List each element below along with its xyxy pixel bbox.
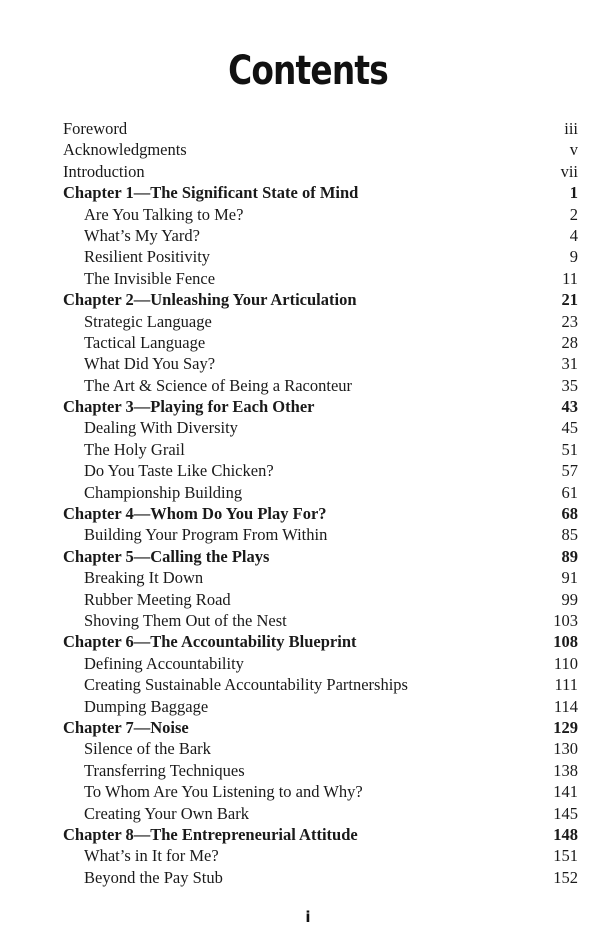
toc-entry-title: Transferring Techniques — [84, 760, 245, 780]
toc-section-entry — [63, 610, 578, 631]
toc-entry-title: Shoving Them Out of the Nest — [84, 610, 287, 630]
toc-entry-page-number: 114 — [553, 696, 578, 716]
toc-section-entry — [63, 760, 578, 781]
toc-entry-title: Creating Sustainable Accountability Partnerships — [84, 675, 408, 695]
toc-section-entry — [63, 311, 578, 332]
toc-section-entry — [63, 589, 578, 610]
toc-entry-page-number: 57 — [561, 461, 578, 481]
toc-entry-title: Silence of the Bark — [84, 739, 211, 759]
toc-section-entry — [63, 417, 578, 438]
toc-entry-page-number: vii — [560, 161, 578, 181]
toc-entry-title: Chapter 2—Unleashing Your Articulation — [63, 290, 357, 310]
toc-entry-page-number: 111 — [554, 675, 578, 695]
toc-section-entry — [63, 353, 578, 374]
toc-entry-title: The Invisible Fence — [84, 268, 216, 288]
toc-section-entry — [63, 460, 578, 481]
toc-chapter-entry — [63, 503, 578, 524]
toc-entry-page-number: 152 — [553, 867, 578, 887]
toc-entry-title: Chapter 3—Playing for Each Other — [63, 397, 315, 417]
toc-entry-page-number: 151 — [553, 846, 578, 866]
toc-chapter-entry — [63, 717, 578, 738]
toc-entry-page-number: 103 — [553, 610, 578, 630]
toc-section-entry — [63, 246, 578, 267]
toc-entry-title: Rubber Meeting Road — [84, 589, 231, 609]
toc-section-entry — [63, 567, 578, 588]
toc-entry-title: Chapter 5—Calling the Plays — [63, 546, 270, 566]
toc-entry-page-number: 89 — [561, 546, 578, 566]
toc-entry-title: Chapter 4—Whom Do You Play For? — [63, 504, 327, 524]
toc-entry-title: Chapter 6—The Accountability Blueprint — [63, 632, 357, 652]
toc-entry-title: Creating Your Own Bark — [84, 803, 249, 823]
toc-entry-page-number: 141 — [553, 782, 578, 802]
toc-section-entry — [63, 653, 578, 674]
toc-entry-page-number: 138 — [553, 760, 578, 780]
toc-entry-page-number: 35 — [561, 375, 578, 395]
toc-entry-page-number: 51 — [561, 439, 578, 459]
toc-entry-page-number: 68 — [561, 504, 578, 524]
toc-entry-title: Tactical Language — [84, 332, 206, 352]
toc-entry-page-number: 45 — [561, 418, 578, 438]
toc-section-entry — [63, 803, 578, 824]
toc-entry-page-number: 4 — [569, 225, 578, 245]
toc-section-entry — [63, 781, 578, 802]
toc-front-matter-entry — [63, 161, 578, 182]
toc-entry-title: Beyond the Pay Stub — [84, 867, 223, 887]
toc-section-entry — [63, 204, 578, 225]
toc-entry-page-number: 145 — [553, 803, 578, 823]
toc-entry-title: Dealing With Diversity — [84, 418, 238, 438]
toc-entry-title: What Did You Say? — [84, 354, 216, 374]
toc-entry-page-number: 9 — [569, 247, 578, 267]
toc-section-entry — [63, 867, 578, 888]
toc-entry-title: Acknowledgments — [63, 140, 187, 160]
table-of-contents — [63, 118, 578, 888]
toc-section-entry — [63, 524, 578, 545]
toc-entry-page-number: 11 — [562, 268, 578, 288]
toc-entry-page-number: 110 — [553, 653, 578, 673]
toc-entry-title: Breaking It Down — [84, 568, 204, 588]
toc-entry-page-number: 28 — [561, 332, 578, 352]
toc-entry-page-number: 23 — [561, 311, 578, 331]
toc-entry-title: Dumping Baggage — [84, 696, 209, 716]
toc-entry-title: Do You Taste Like Chicken? — [84, 461, 274, 481]
page-number: i — [305, 908, 311, 926]
toc-entry-title: To Whom Are You Listening to and Why? — [84, 782, 363, 802]
toc-entry-page-number: v — [569, 140, 578, 160]
toc-chapter-entry — [63, 396, 578, 417]
toc-entry-page-number: 21 — [561, 290, 578, 310]
toc-section-entry — [63, 482, 578, 503]
toc-entry-title: Building Your Program From Within — [84, 525, 328, 545]
toc-section-entry — [63, 225, 578, 246]
toc-chapter-entry — [63, 824, 578, 845]
toc-section-entry — [63, 674, 578, 695]
toc-entry-page-number: 85 — [561, 525, 578, 545]
toc-entry-title: Resilient Positivity — [84, 247, 211, 267]
toc-entry-title: Foreword — [63, 119, 128, 138]
toc-front-matter-entry — [63, 139, 578, 160]
toc-entry-page-number: 99 — [561, 589, 578, 609]
toc-entry-page-number: 108 — [553, 632, 578, 652]
toc-entry-page-number: 31 — [561, 354, 578, 374]
toc-section-entry — [63, 696, 578, 717]
toc-section-entry — [63, 332, 578, 353]
toc-entry-title: Defining Accountability — [84, 653, 244, 673]
toc-entry-page-number: 43 — [561, 397, 578, 417]
toc-entry-page-number: 1 — [569, 183, 578, 203]
toc-section-entry — [63, 268, 578, 289]
toc-section-entry — [63, 738, 578, 759]
toc-chapter-entry — [63, 631, 578, 652]
toc-entry-title: What’s My Yard? — [84, 225, 200, 245]
toc-entry-page-number: 61 — [561, 482, 578, 502]
toc-chapter-entry — [63, 546, 578, 567]
toc-chapter-entry — [63, 289, 578, 310]
toc-entry-title: What’s in It for Me? — [84, 846, 219, 866]
toc-entry-page-number: iii — [564, 119, 578, 138]
toc-entry-page-number: 130 — [553, 739, 578, 759]
toc-section-entry — [63, 439, 578, 460]
toc-entry-title: Chapter 7—Noise — [63, 717, 189, 737]
toc-entry-title: Are You Talking to Me? — [84, 204, 244, 224]
toc-entry-title: Introduction — [63, 161, 145, 181]
toc-entry-page-number: 91 — [561, 568, 578, 588]
toc-chapter-entry — [63, 182, 578, 203]
toc-entry-title: The Art & Science of Being a Raconteur — [84, 375, 353, 395]
toc-entry-title: Chapter 1—The Significant State of Mind — [63, 183, 359, 203]
toc-entry-title: The Holy Grail — [84, 439, 185, 459]
toc-entry-title: Championship Building — [84, 482, 243, 502]
toc-entry-title: Strategic Language — [84, 311, 212, 331]
toc-front-matter-entry — [63, 118, 578, 139]
toc-entry-page-number: 148 — [553, 824, 578, 844]
toc-section-entry — [63, 375, 578, 396]
toc-section-entry — [63, 845, 578, 866]
page-title: Contents — [228, 48, 388, 94]
toc-entry-title: Chapter 8—The Entrepreneurial Attitude — [63, 824, 358, 844]
toc-entry-page-number: 129 — [553, 717, 578, 737]
toc-entry-page-number: 2 — [569, 204, 578, 224]
